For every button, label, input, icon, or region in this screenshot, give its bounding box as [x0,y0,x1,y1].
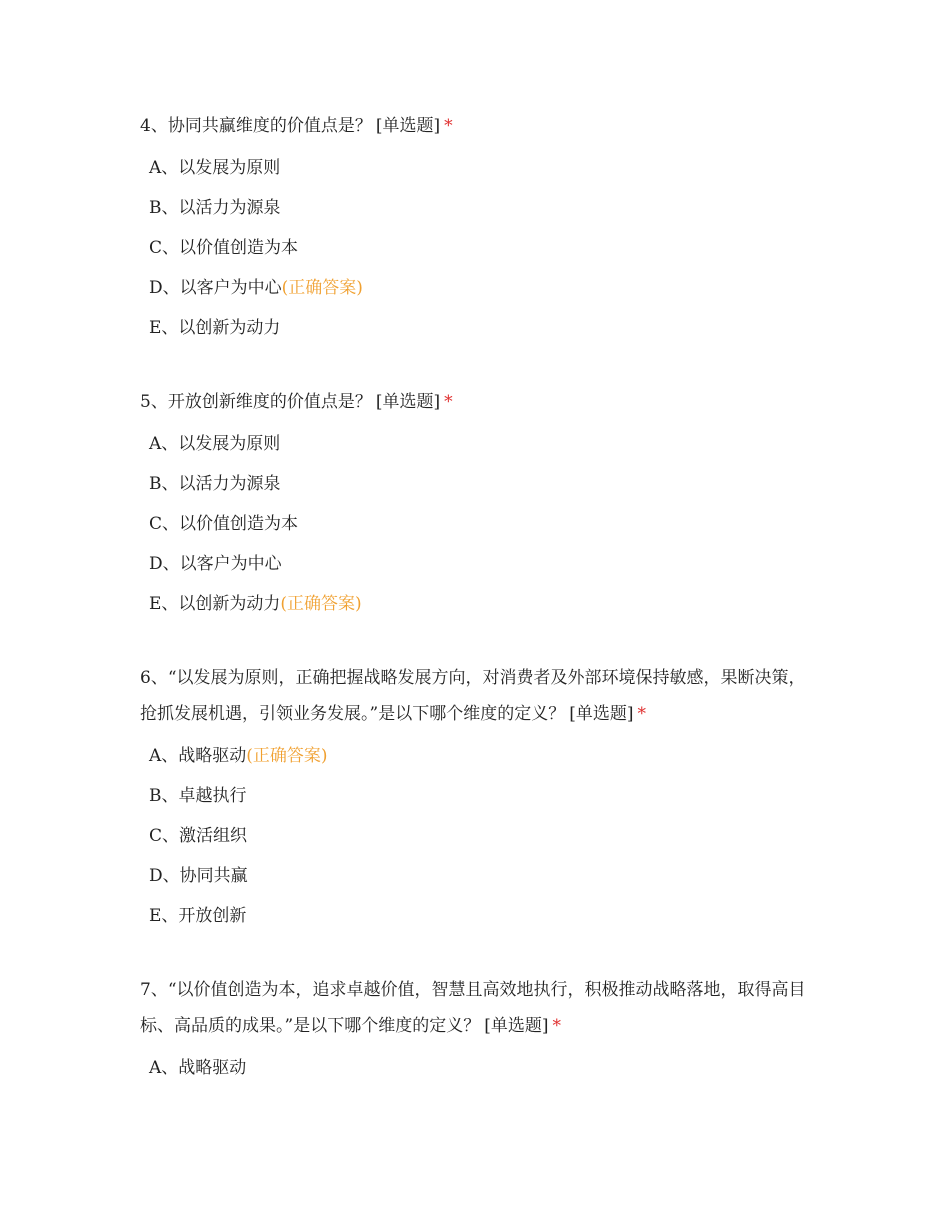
option-text: E、开放创新 [149,906,247,926]
options-list [140,148,820,348]
question-type-label: [单选题] [569,704,634,724]
option-item[interactable] [149,504,820,544]
required-mark: * [637,704,646,724]
option-text: B、以活力为源泉 [149,474,281,494]
required-mark: * [552,1016,561,1036]
question-text: 6、“以发展为原则，正确把握战略发展方向，对消费者及外部环境保持敏感，果断决策，抢抓发展机遇，引领业务发展。”是以下哪个维度的定义？ [140,668,806,724]
question-text: 4、协同共赢维度的价值点是？ [140,116,372,136]
question-block [140,384,820,624]
question-title [140,660,820,732]
option-item[interactable] [149,188,820,228]
option-text: B、以活力为源泉 [149,198,281,218]
question-title [140,972,820,1044]
option-text: B、卓越执行 [149,786,247,806]
option-item[interactable] [149,816,820,856]
required-mark: * [444,392,453,412]
required-mark: * [444,116,453,136]
option-text: D、协同共赢 [149,866,248,886]
option-text: C、以价值创造为本 [149,514,299,534]
question-title [140,384,820,420]
option-text: D、以客户为中心 [149,554,282,574]
options-list [140,1048,820,1088]
option-text: A、战略驱动 [149,1058,247,1078]
question-text: 5、开放创新维度的价值点是？ [140,392,372,412]
question-block [140,108,820,348]
option-text: A、以发展为原则 [149,158,281,178]
option-item[interactable] [149,268,820,308]
question-block [140,972,820,1088]
option-text: C、激活组织 [149,826,248,846]
option-text: A、以发展为原则 [149,434,281,454]
option-item[interactable] [149,544,820,584]
options-list [140,424,820,624]
option-item[interactable] [149,856,820,896]
options-list [140,736,820,936]
option-text: C、以价值创造为本 [149,238,299,258]
option-item[interactable] [149,308,820,348]
option-item[interactable] [149,776,820,816]
question-type-label: [单选题] [375,116,441,136]
survey-page [140,108,820,1124]
option-text: E、以创新为动力 [149,594,281,614]
option-item[interactable] [149,148,820,188]
option-text: E、以创新为动力 [149,318,281,338]
correct-answer-tag: (正确答案) [281,278,363,298]
option-item[interactable] [149,736,820,776]
option-item[interactable] [149,584,820,624]
question-title [140,108,820,144]
option-item[interactable] [149,1048,820,1088]
question-type-label: [单选题] [484,1016,549,1036]
question-type-label: [单选题] [375,392,441,412]
option-text: D、以客户为中心 [149,278,282,298]
correct-answer-tag: (正确答案) [246,746,328,766]
option-text: A、战略驱动 [149,746,247,766]
option-item[interactable] [149,896,820,936]
correct-answer-tag: (正确答案) [280,594,362,614]
option-item[interactable] [149,228,820,268]
question-text: 7、“以价值创造为本，追求卓越价值，智慧且高效地执行，积极推动战略落地，取得高目标、高品质的成果。”是以下哪个维度的定义？ [140,980,806,1036]
option-item[interactable] [149,424,820,464]
question-block [140,660,820,936]
option-item[interactable] [149,464,820,504]
